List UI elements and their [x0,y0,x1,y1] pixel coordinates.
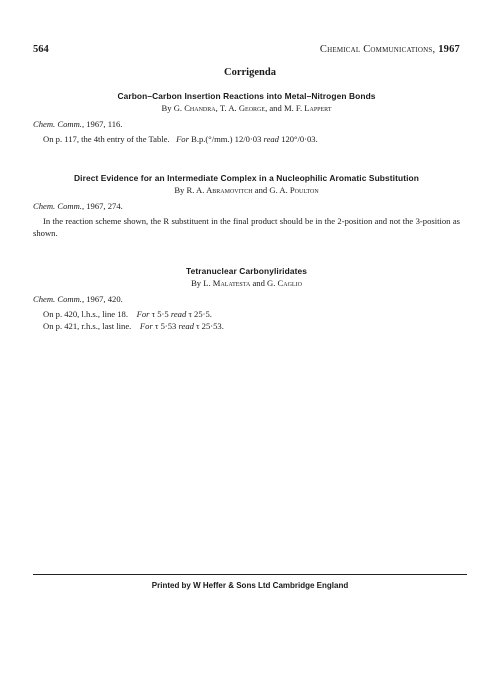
correction-text: In the reaction scheme shown, the R substituent in the final product should be in the 2-position and not the 3-position as shown. [33,216,460,238]
read-word: read [263,134,279,144]
old-value: τ 5·53 [154,321,177,331]
journal-reference [33,200,460,212]
page-number: 564 [33,44,49,55]
journal-running-head [320,44,460,55]
reference-details: , 1967, 274. [81,201,123,211]
read-word: read [178,321,194,331]
footer-divider [33,574,467,575]
reference-journal: Chem. Comm. [33,294,82,304]
new-value: τ 25·53. [196,321,224,331]
new-value: τ 25·5. [188,309,212,319]
author-separator: , [215,103,218,113]
read-word: read [170,309,187,319]
section-heading: Corrigenda [224,67,276,78]
author-name: R. A. Abramovitch [186,185,253,195]
correction-text [33,133,460,145]
old-value: B.p.(°/mm.) 12/0·03 [191,134,262,144]
journal-reference [33,293,460,305]
new-value: 120°/0·03. [281,134,318,144]
correction-location: On p. 420, l.h.s., line 18. [43,309,128,319]
reference-journal: Chem. Comm. [33,201,82,211]
author-separator: and [252,278,265,288]
article-authors [33,184,460,196]
author-name: T. A. George [219,103,266,113]
journal-reference [33,118,460,130]
reference-details: , 1967, 420. [81,294,123,304]
corrigendum-2 [33,172,460,239]
author-separator: , and [265,103,282,113]
author-name: G. Caglio [267,278,302,288]
article-title: Direct Evidence for an Intermediate Complex in a Nucleophilic Aromatic Substitution [74,173,419,183]
journal-name: Chemical Communications, [319,44,436,55]
article-title: Tetranuclear Carbonyliridates [186,266,307,276]
corrigendum-3 [33,265,460,332]
author-separator: and [254,185,268,195]
article-title: Carbon–Carbon Insertion Reactions into Metal–Nitrogen Bonds [117,91,376,101]
reference-journal: Chem. Comm. [33,119,82,129]
printer-imprint: Printed by W Heffer & Sons Ltd Cambridge England [151,581,349,590]
author-name: G. Chandra [173,103,216,113]
author-name: L. Malatesta [203,278,251,288]
journal-year: 1967 [438,44,460,55]
article-authors [33,102,460,114]
authors-prefix: By [161,103,172,113]
authors-prefix: By [191,278,202,288]
article-authors [33,277,460,289]
for-word: For [136,309,150,319]
correction-location: On p. 421, r.h.s., last line. [43,321,132,331]
corrigendum-1 [33,90,460,145]
reference-details: , 1967, 116. [81,119,123,129]
correction-line [33,320,460,332]
for-word: For [139,321,153,331]
page-header [33,44,460,58]
authors-prefix: By [174,185,185,195]
for-word: For [176,134,189,144]
author-name: G. A. Poulton [269,185,319,195]
old-value: τ 5·5 [151,309,169,319]
correction-list [33,308,460,332]
correction-location: On p. 117, the 4th entry of the Table. [43,134,170,144]
correction-line [33,308,460,320]
author-name: M. F. Lappert [283,103,332,113]
